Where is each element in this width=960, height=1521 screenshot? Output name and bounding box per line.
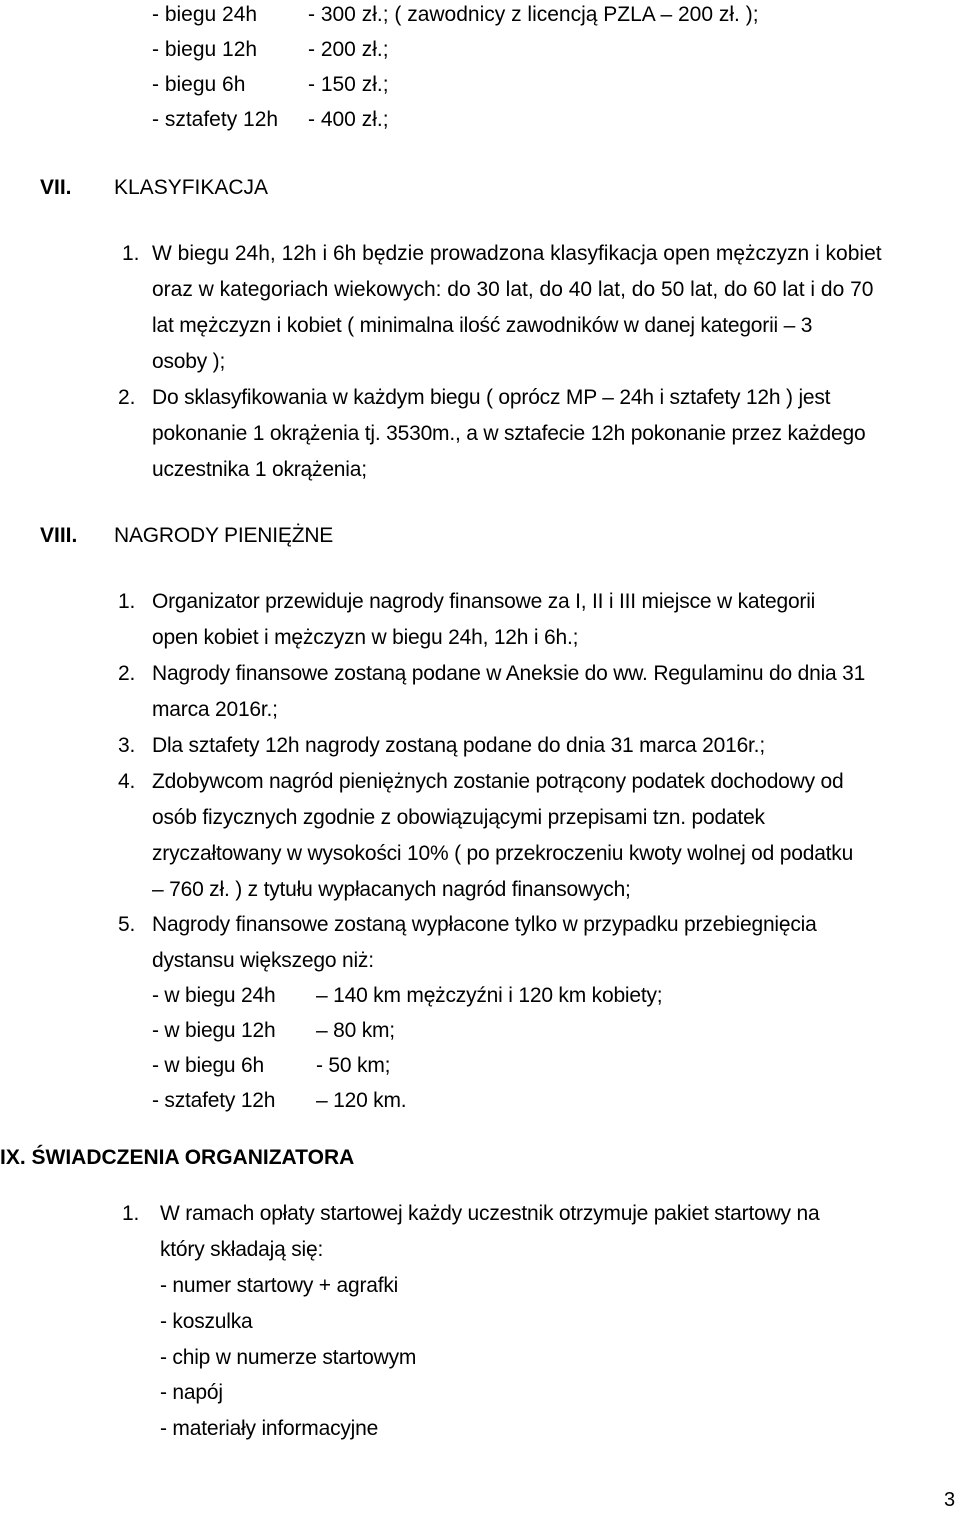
paragraph-line: W biegu 24h, 12h i 6h będzie prowadzona klasyfikacja open mężczyzn i kobiet [152,242,882,265]
section-number: VII. [40,176,72,199]
paragraph-line: zryczałtowany w wysokości 10% ( po przekroczeniu kwoty wolnej od podatku [152,842,854,865]
paragraph-line: lat mężczyzn i kobiet ( minimalna ilość zawodników w danej kategorii – 3 [152,314,813,337]
paragraph-line: Do sklasyfikowania w każdym biegu ( oprócz MP – 24h i sztafety 12h ) jest [152,386,831,409]
paragraph-line: osoby ); [152,350,226,373]
paragraph-line: W ramach opłaty startowej każdy uczestnik otrzymuje pakiet startowy na [160,1202,820,1225]
package-item: - numer startowy + agrafki [160,1274,399,1297]
paragraph-line: Zdobywcom nagród pieniężnych zostanie potrącony podatek dochodowy od [152,770,844,793]
distance-label: - w biegu 24h [152,984,276,1007]
paragraph-line: Nagrody finansowe zostaną wypłacone tylko w przypadku przebiegnięcia [152,913,817,936]
fee-value: - 300 zł.; ( zawodnicy z licencją PZLA – 200 zł. ); [308,3,759,26]
paragraph-line: osób fizycznych zgodnie z obowiązującymi przepisami tzn. podatek [152,806,765,829]
fee-value: - 150 zł.; [308,73,389,96]
distance-value: – 140 km mężczyźni i 120 km kobiety; [316,984,663,1007]
paragraph-line: open kobiet i mężczyzn w biegu 24h, 12h i 6h.; [152,626,579,649]
fee-label: - biegu 6h [152,73,246,96]
paragraph-line: uczestnika 1 okrążenia; [152,458,367,481]
distance-label: - w biegu 12h [152,1019,276,1042]
list-number: 1. [118,590,136,613]
distance-label: - w biegu 6h [152,1054,265,1077]
list-number: 4. [118,770,136,793]
paragraph-line: marca 2016r.; [152,698,278,721]
section-title: NAGRODY PIENIĘŻNE [114,524,334,547]
section-number: VIII. [40,524,78,547]
package-item: - koszulka [160,1310,253,1333]
section-title: KLASYFIKACJA [114,176,269,199]
distance-value: - 50 km; [316,1054,391,1077]
paragraph-line: dystansu większego niż: [152,949,374,972]
distance-label: - sztafety 12h [152,1089,276,1112]
page-number: 3 [944,1489,955,1511]
list-number: 2. [118,386,136,409]
paragraph-line: Organizator przewiduje nagrody finansowe za I, II i III miejsce w kategorii [152,590,816,613]
list-number: 2. [118,662,136,685]
fee-label: - sztafety 12h [152,108,279,131]
list-number: 3. [118,734,136,757]
fee-value: - 200 zł.; [308,38,389,61]
paragraph-line: oraz w kategoriach wiekowych: do 30 lat, do 40 lat, do 50 lat, do 60 lat i do 70 [152,278,874,301]
list-number: 1. [122,1202,140,1225]
section-title: IX. ŚWIADCZENIA ORGANIZATORA [0,1146,355,1169]
distance-value: – 120 km. [316,1089,407,1112]
paragraph-line: który składają się: [160,1238,324,1261]
fee-value: - 400 zł.; [308,108,389,131]
list-number: 5. [118,913,136,936]
paragraph-line: Dla sztafety 12h nagrody zostaną podane do dnia 31 marca 2016r.; [152,734,765,757]
paragraph-line: – 760 zł. ) z tytułu wypłacanych nagród finansowych; [152,878,631,901]
paragraph-line: pokonanie 1 okrążenia tj. 3530m., a w sztafecie 12h pokonanie przez każdego [152,422,866,445]
fee-label: - biegu 12h [152,38,258,61]
package-item: - napój [160,1381,223,1404]
package-item: - materiały informacyjne [160,1417,379,1440]
package-item: - chip w numerze startowym [160,1346,417,1369]
distance-value: – 80 km; [316,1019,395,1042]
list-number: 1. [122,242,140,265]
paragraph-line: Nagrody finansowe zostaną podane w Aneksie do ww. Regulaminu do dnia 31 [152,662,866,685]
fee-label: - biegu 24h [152,3,258,26]
